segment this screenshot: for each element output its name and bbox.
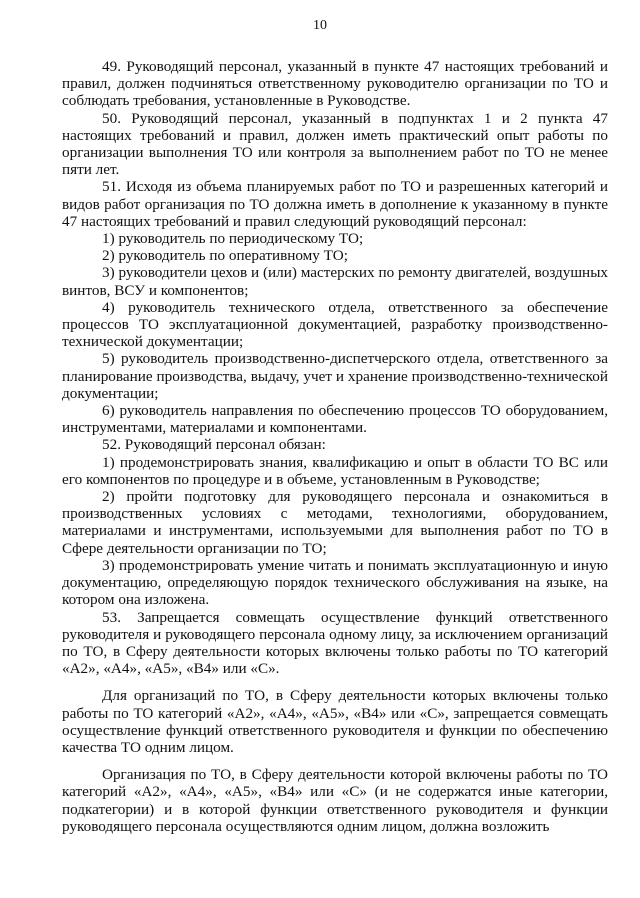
list-item-52-2: 2) пройти подготовку для руководящего персонала и ознакомиться в производственных условиях с методами, технологиями, оборудованием, материалами и инструментами, используемыми для выполнения работ по ТО в Сфере деятельности организации по ТО; (62, 488, 608, 557)
list-item-51-4: 4) руководитель технического отдела, ответственного за обеспечение процессов ТО эксплуатационной документацией, разработку производственно-технической документации; (62, 298, 608, 351)
list-item-51-6: 6) руководитель направления по обеспечению процессов ТО оборудованием, инструментами, материалами и компонентами. (62, 402, 608, 437)
paragraph-51: 51. Исходя из объема планируемых работ по ТО и разрешенных категорий и видов работ организация по ТО должна иметь в дополнение к указанному в пункте 47 настоящих требований и правил следующий руководящий персонал: (62, 178, 608, 230)
list-item-51-1: 1) руководитель по периодическому ТО; (102, 230, 364, 248)
paragraph-53: 53. Запрещается совмещать осуществление функций ответственного руководителя и руководящего персонала одному лицу, за исключением организаций по ТО, в Сферу деятельности которых включены только работы по ТО категорий «А2», «А4», «А5», «В4» или «С». (62, 608, 608, 678)
list-item-52-1: 1) продемонстрировать знания, квалификацию и опыт в области ТО ВС или его компонентов по процедуре и в объеме, установленным в Руководстве; (62, 453, 608, 488)
list-item-51-2: 2) руководитель по оперативному ТО; (102, 247, 348, 265)
paragraph-53-continuation-1: Для организаций по ТО, в Сферу деятельности которых включены только работы по ТО категорий «А2», «А4», «А5», «В4» или «С», запрещается совмещать осуществление функций ответственного руководителя и функции по обеспечению качества ТО одним лицом. (62, 687, 608, 756)
list-item-52-3: 3) продемонстрировать умение читать и понимать эксплуатационную и иную документацию, определяющую порядок технического обслуживания на языке, на котором она изложена. (62, 556, 608, 609)
paragraph-49: 49. Руководящий персонал, указанный в пункте 47 настоящих требований и правил, должен подчиняться ответственному руководителю организации по ТО и соблюдать требования, установленные в Руководстве. (62, 58, 608, 110)
paragraph-50: 50. Руководящий персонал, указанный в подпунктах 1 и 2 пункта 47 настоящих требований и правил, должен иметь практический опыт работы по организации выполнения ТО или контроля за выполнением работ по ТО не менее пяти лет. (62, 109, 608, 179)
paragraph-52: 52. Руководящий персонал обязан: (102, 436, 326, 454)
paragraph-53-continuation-2: Организация по ТО, в Сферу деятельности которой включены работы по ТО категорий «А2», «А4», «А5», «В4» или «С» (и не содержатся иные категории, подкатегории) и в которой функции ответственного руководителя и функции руководящего персонала осуществляются одним лицом, должна возложить (62, 766, 608, 835)
list-item-51-3: 3) руководители цехов и (или) мастерских по ремонту двигателей, воздушных винтов, ВСУ и компонентов; (62, 264, 608, 299)
page-number: 10 (313, 18, 327, 33)
document-body (62, 58, 608, 835)
list-item-51-5: 5) руководитель производственно-диспетчерского отдела, ответственного за планирование производства, выдачу, учет и хранение производственно-технической документации; (62, 350, 608, 402)
